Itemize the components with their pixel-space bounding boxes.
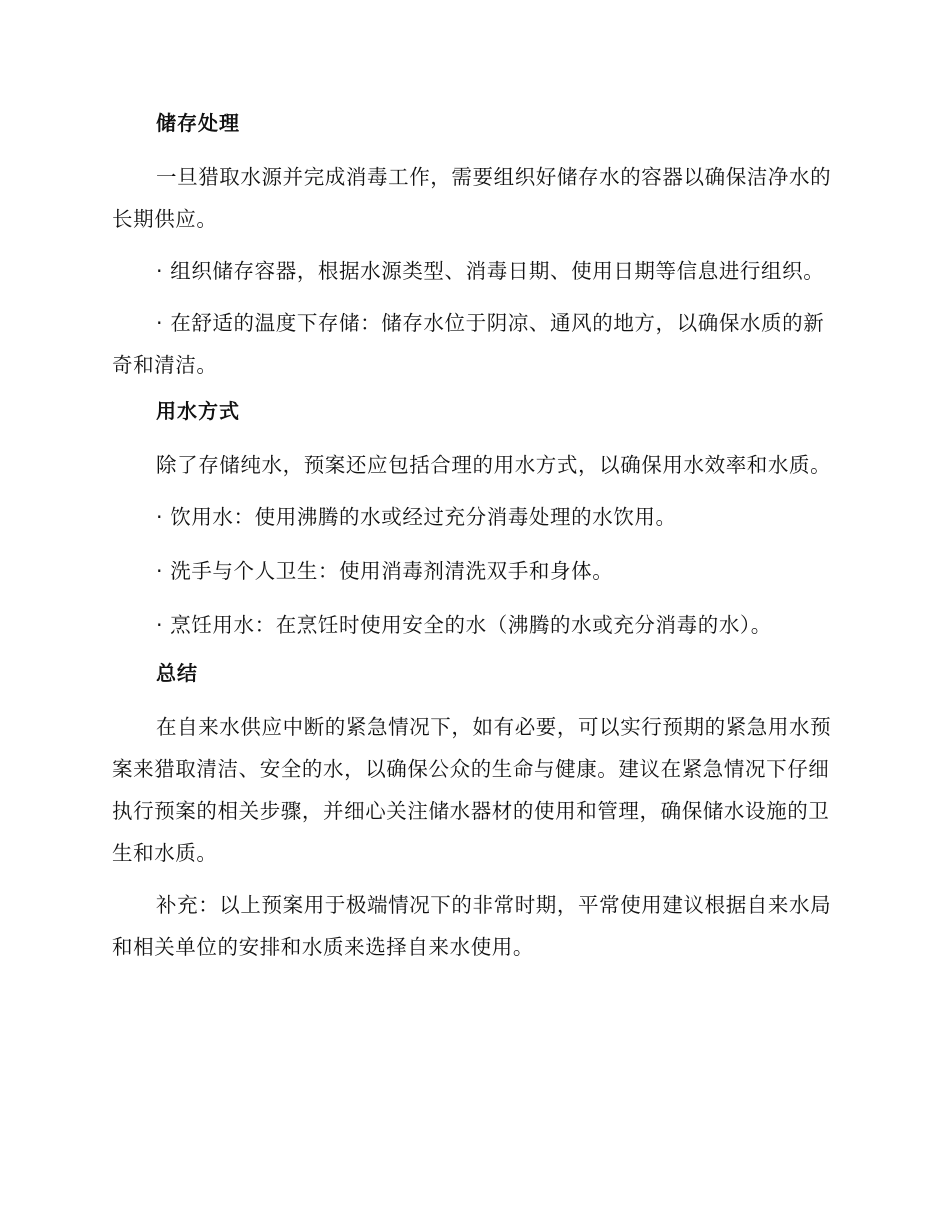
paragraph: 在自来水供应中断的紧急情况下，如有必要，可以实行预期的紧急用水预案来猎取清洁、安全的水，以确保公众的生命与健康。建议在紧急情况下仔细执行预案的相关步骤，并细心关注储水器材的使用和管理，确保储水设施的卫生和水质。 (112, 715, 832, 865)
section-heading: 用水方式 (156, 399, 240, 423)
supplement-paragraph: 补充：以上预案用于极端情况下的非常时期，平常使用建议根据自来水局和相关单位的安排和水质来选择自来水使用。 (112, 893, 832, 959)
section-heading: 总结 (156, 661, 198, 685)
section-water-use (112, 396, 834, 646)
bullet-item: · 组织储存容器，根据水源类型、消毒日期、使用日期等信息进行组织。 (156, 259, 825, 283)
paragraph: 一旦猎取水源并完成消毒工作，需要组织好储存水的容器以确保洁净水的长期供应。 (112, 165, 832, 231)
bullet-item: · 在舒适的温度下存储：储存水位于阴凉、通风的地方，以确保水质的新奇和清洁。 (112, 311, 825, 377)
bullet-item: · 洗手与个人卫生：使用消毒剂清洗双手和身体。 (156, 559, 614, 583)
bullet-item: · 饮用水：使用沸腾的水或经过充分消毒处理的水饮用。 (156, 505, 677, 529)
document-page (112, 108, 834, 978)
section-summary (112, 658, 834, 968)
section-heading: 储存处理 (156, 111, 240, 135)
paragraph: 除了存储纯水，预案还应包括合理的用水方式，以确保用水效率和水质。 (156, 453, 832, 477)
bullet-item: · 烹饪用水：在烹饪时使用安全的水（沸腾的水或充分消毒的水）。 (156, 613, 772, 637)
section-storage (112, 108, 834, 386)
